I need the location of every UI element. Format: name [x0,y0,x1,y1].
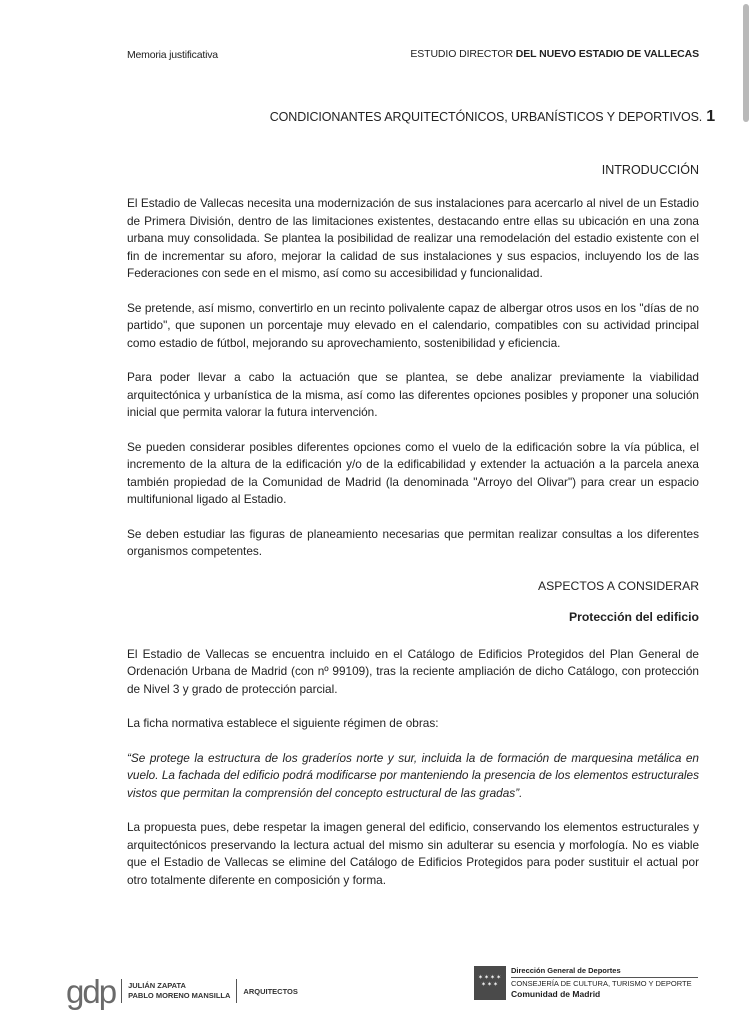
document-body [127,195,699,906]
section-title-text: CONDICIONANTES ARQUITECTÓNICOS, URBANÍSTICOS Y DEPORTIVOS. [269,110,703,124]
institution-footer [474,966,698,1000]
footer-divider-2 [236,979,237,1003]
header-left-label: Memoria justificativa [127,49,218,61]
paragraph-4: Se pueden considerar posibles diferentes opciones como el vuelo de la edificación sobre la vía pública, el incremento de la altura de la edificación y/o de la edificabilidad y extender la actuación a la parcela anexa también propiedad de la Comunidad de Madrid (la denominada "Arroyo del Olivar") para crear un espacio multifunional ligado al Estadio. [127,439,699,506]
comunidad-label: Comunidad de Madrid [511,989,601,999]
architects-footer [66,971,298,1011]
header-right-title [410,48,699,60]
intro-heading: INTRODUCCIÓN [601,163,699,177]
institution-lines [511,966,698,999]
proteccion-heading: Protección del edificio [568,610,699,624]
scrollbar[interactable] [743,4,749,122]
section-number: 1 [706,108,715,125]
paragraph-3: Para poder llevar a cabo la actuación que se plantea, se debe analizar previamente la viabilidad arquitectónica y urbanística de la misma, así como las diferentes opciones posibles y proponer una solución inicial que permita valorar la futura intervención. [127,370,699,419]
footer-divider [121,979,122,1003]
gdp-logo: gdp [66,972,116,1010]
paragraph-1: El Estadio de Vallecas necesita una modernización de sus instalaciones para acercarlo al nivel de un Estadio de Primera División, dentro de las limitaciones existentes, destacando entre ellas su ubicación en una zona urbana muy consolidada. Se plantea la posibilidad de realizar una remodelación del estadio existente con el fin de incrementar su aforo, mejorar la calidad de sus instalaciones y sus espacios, incluyendo los de las Federaciones con sede en el mismo, así como su accesibilidad y funcionalidad. [127,196,699,280]
institution-rule [511,977,698,978]
header-right-normal: ESTUDIO DIRECTOR [410,48,516,60]
header-right-bold: DEL NUEVO ESTADIO DE VALLECAS [515,48,699,60]
paragraph-6: El Estadio de Vallecas se encuentra incluido en el Catálogo de Edificios Protegidos del Plan General de Ordenación Urbana de Madrid (con nº 99109), tras la reciente ampliación de dicho Catálogo, con protección de Nivel 3 y grado de protección parcial. [127,646,699,696]
quote-paragraph: “Se protege la estructura de los graderíos norte y sur, incluida la de formación de marquesina metálica en vuelo. La fachada del edificio podrá modificarse por manteniendo la presencia de los elementos estructurales vistos que permitan la comprensión del concepto estructural de las gradas”. [127,750,699,800]
paragraph-5: Se deben estudiar las figuras de planeamiento necesarias que permitan realizar consultas a los diferentes organismos competentes. [127,526,699,558]
comunidad-madrid-logo-icon [474,966,506,1000]
stars-icon: ✶✶✶✶ ✶✶✶ [478,975,503,988]
arquitectos-label: ARQUITECTOS [243,986,298,996]
aspectos-heading: ASPECTOS A CONSIDERAR [538,578,699,593]
direccion-general-label: Dirección General de Deportes [511,966,621,975]
architect-names [128,981,230,1001]
architect-name-2: PABLO MORENO MANSILLA [128,991,231,1000]
section-title [270,108,715,126]
consejeria-label: CONSEJERÍA DE CULTURA, TURISMO Y DEPORTE [511,979,692,988]
paragraph-8: La propuesta pues, debe respetar la imagen general del edificio, conservando los elementos estructurales y arquitectónicos preservando la lectura actual del mismo sin adulterar su esencia y morfología. No es viable que el Estadio de Vallecas se elimine del Catálogo de Edificios Protegidos para poder sustituir el actual por otro totalmente diferente en composición y forma. [127,820,699,887]
paragraph-2: Se pretende, así mismo, convertirlo en un recinto polivalente capaz de albergar otros usos en los "días de no partido", que suponen un porcentaje muy elevado en el calendario, compatibles con su actividad principal como estadio de fútbol, mejorando su aprovechamiento, sostenibilidad y eficiencia. [127,300,699,350]
paragraph-7: La ficha normativa establece el siguiente régimen de obras: [127,716,439,730]
architect-name-1: JULIÁN ZAPATA [128,981,186,990]
